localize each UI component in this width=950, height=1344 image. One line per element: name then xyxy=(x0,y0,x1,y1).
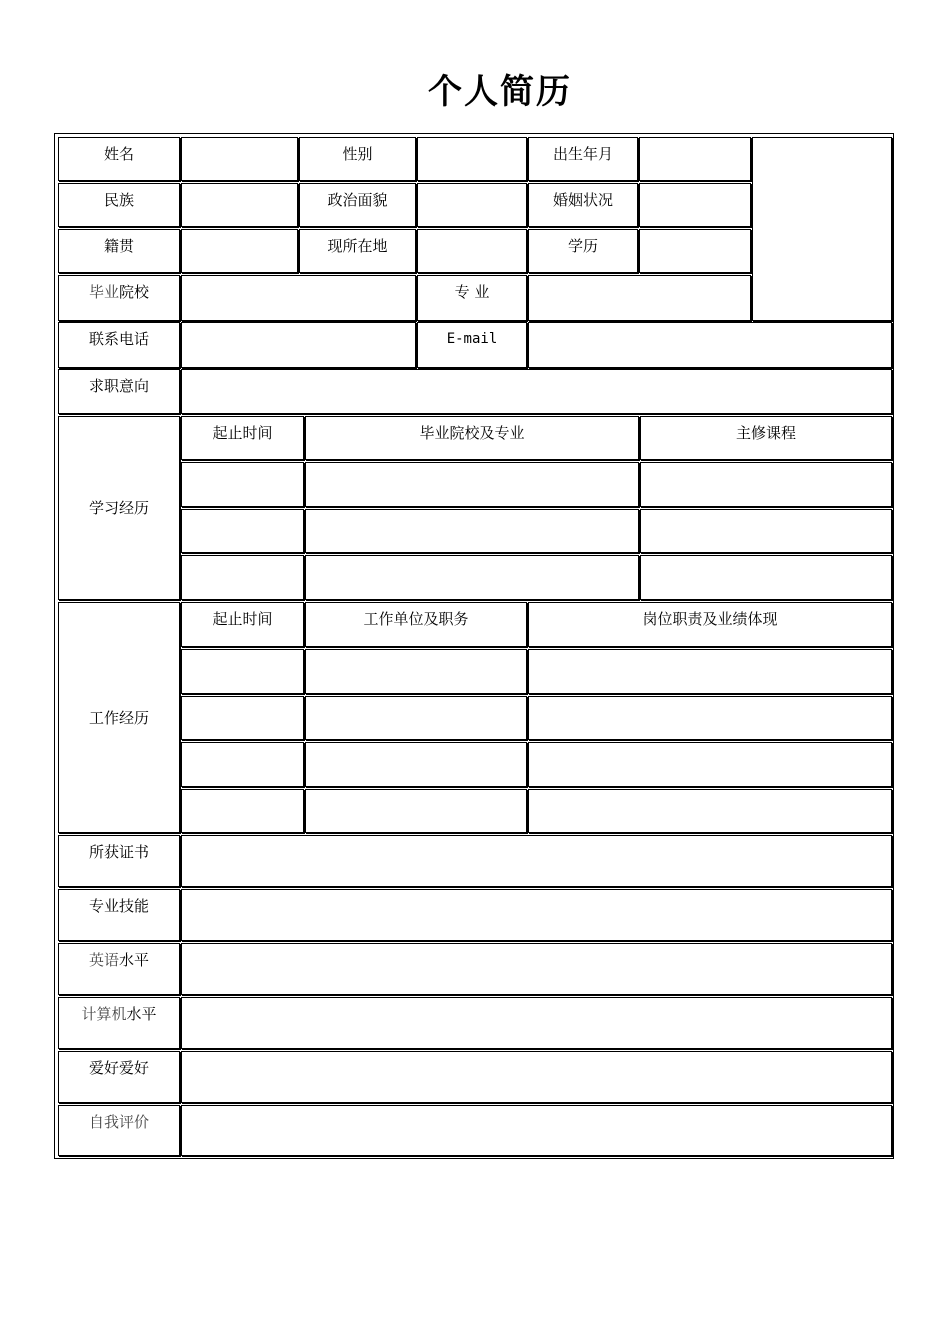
birth-field[interactable] xyxy=(639,137,751,181)
marital-label: 婚姻状况 xyxy=(528,183,638,227)
name-field[interactable] xyxy=(181,137,298,181)
work-cell[interactable] xyxy=(305,742,527,787)
page-title: 个人简历 xyxy=(428,72,572,112)
self-eval-label: 自我评价 xyxy=(58,1105,180,1156)
computer-label: 计算机水平 xyxy=(58,997,180,1049)
ethnicity-field[interactable] xyxy=(181,183,298,227)
phone-field[interactable] xyxy=(181,322,416,368)
english-label: 英语水平 xyxy=(58,943,180,995)
skills-field[interactable] xyxy=(181,889,892,941)
study-cell[interactable] xyxy=(181,509,304,553)
intent-field[interactable] xyxy=(181,369,892,414)
politics-label: 政治面貌 xyxy=(299,183,416,227)
work-cell[interactable] xyxy=(181,789,304,833)
work-cell[interactable] xyxy=(181,696,304,740)
school-label: 毕业院校 xyxy=(58,275,180,321)
computer-field[interactable] xyxy=(181,997,892,1049)
work-label: 工作经历 xyxy=(58,602,180,833)
skills-label: 专业技能 xyxy=(58,889,180,941)
certificates-field[interactable] xyxy=(181,835,892,887)
study-cell[interactable] xyxy=(640,555,892,600)
school-field[interactable] xyxy=(181,275,416,321)
major-label: 专 业 xyxy=(417,275,527,321)
birth-label: 出生年月 xyxy=(528,137,638,181)
study-cell[interactable] xyxy=(305,509,639,553)
hometown-label: 籍贯 xyxy=(58,229,180,273)
hobbies-label: 爱好爱好 xyxy=(58,1051,180,1103)
work-cell[interactable] xyxy=(528,649,892,694)
certificates-label: 所获证书 xyxy=(58,835,180,887)
work-cell[interactable] xyxy=(305,696,527,740)
work-cell[interactable] xyxy=(181,649,304,694)
education-field[interactable] xyxy=(639,229,751,273)
work-header-company: 工作单位及职务 xyxy=(305,602,527,647)
hometown-field[interactable] xyxy=(181,229,298,273)
work-header-duties: 岗位职责及业绩体现 xyxy=(528,602,892,647)
study-header-courses: 主修课程 xyxy=(640,416,892,460)
work-header-period: 起止时间 xyxy=(181,602,304,647)
work-cell[interactable] xyxy=(528,696,892,740)
residence-label: 现所在地 xyxy=(299,229,416,273)
hobbies-field[interactable] xyxy=(181,1051,892,1103)
study-header-period: 起止时间 xyxy=(181,416,304,460)
phone-label: 联系电话 xyxy=(58,322,180,368)
self-eval-field[interactable] xyxy=(181,1105,892,1156)
major-field[interactable] xyxy=(528,275,751,321)
work-cell[interactable] xyxy=(181,742,304,787)
intent-label: 求职意向 xyxy=(58,369,180,414)
marital-field[interactable] xyxy=(639,183,751,227)
study-cell[interactable] xyxy=(181,555,304,600)
work-cell[interactable] xyxy=(305,649,527,694)
study-cell[interactable] xyxy=(181,462,304,507)
name-label: 姓名 xyxy=(58,137,180,181)
gender-field[interactable] xyxy=(417,137,527,181)
study-label: 学习经历 xyxy=(58,416,180,600)
residence-field[interactable] xyxy=(417,229,527,273)
email-field[interactable] xyxy=(528,322,892,368)
work-cell[interactable] xyxy=(528,789,892,833)
email-label: E-mail xyxy=(417,322,527,368)
study-cell[interactable] xyxy=(640,509,892,553)
study-cell[interactable] xyxy=(305,555,639,600)
ethnicity-label: 民族 xyxy=(58,183,180,227)
education-label: 学历 xyxy=(528,229,638,273)
politics-field[interactable] xyxy=(417,183,527,227)
work-cell[interactable] xyxy=(305,789,527,833)
study-header-school: 毕业院校及专业 xyxy=(305,416,639,460)
study-cell[interactable] xyxy=(640,462,892,507)
work-cell[interactable] xyxy=(528,742,892,787)
gender-label: 性别 xyxy=(299,137,416,181)
english-field[interactable] xyxy=(181,943,892,995)
study-cell[interactable] xyxy=(305,462,639,507)
photo-box[interactable] xyxy=(752,137,892,321)
resume-table xyxy=(54,133,894,1159)
